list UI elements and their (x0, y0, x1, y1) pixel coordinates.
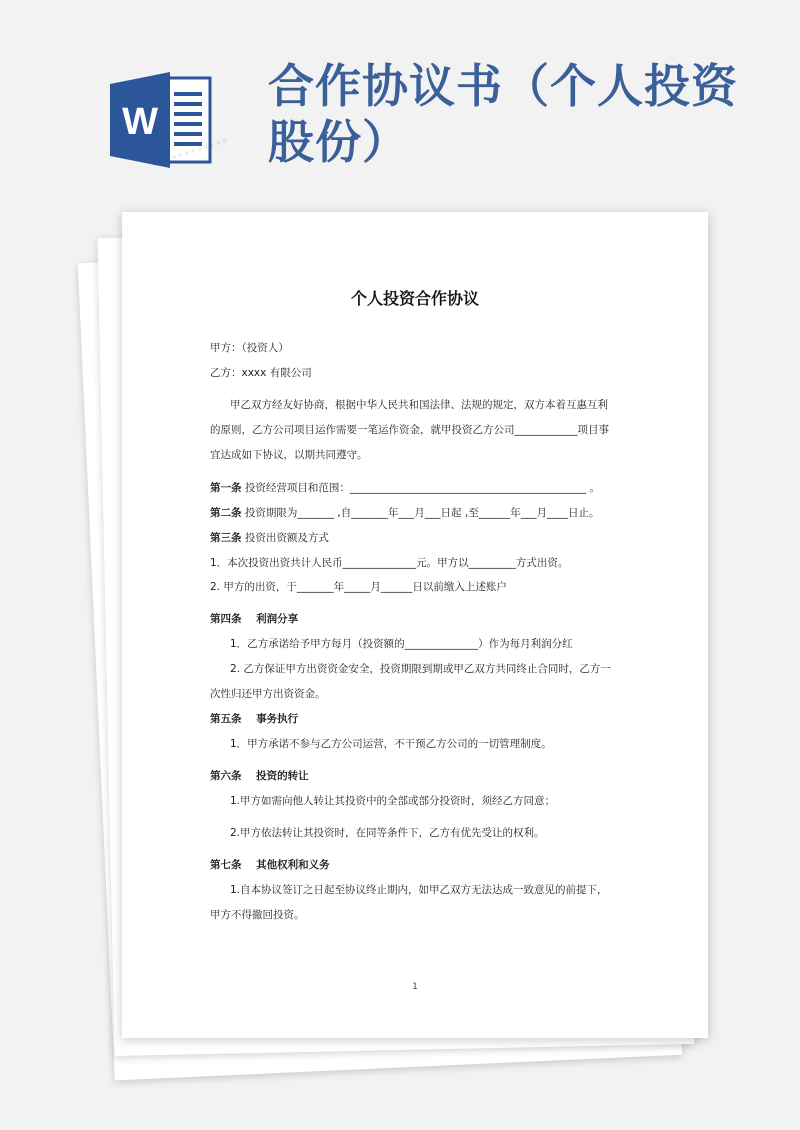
article-heading: 第三条 (210, 532, 242, 544)
article-4-item: 2. 乙方保证甲方出资资金安全，投资期限到期或甲乙双方共同终止合同时，乙方一 (230, 663, 611, 675)
article-title: 事务执行 (256, 713, 299, 725)
article-3-item: 2. 甲方的出资，于_______年_____月______日以前缴入上述账户 (210, 581, 507, 593)
article-5-item: 1．甲方承诺不参与乙方公司运营，不干预乙方公司的一切管理制度。 (230, 738, 552, 750)
article-heading: 第六条 (210, 770, 242, 782)
article-2 (210, 505, 599, 520)
article-heading: 第四条 (210, 613, 242, 625)
article-title: 投资的转让 (256, 770, 309, 782)
party-b: 乙方：xxxx 有限公司 (210, 367, 312, 379)
article-heading: 第一条 (210, 482, 242, 494)
article-4-continuation: 次性归还甲方出资资金。 (210, 688, 326, 700)
intro-line: 甲乙双方经友好协商，根据中华人民共和国法律、法规的规定，双方本着互惠互利 (230, 399, 608, 411)
article-1 (210, 480, 600, 495)
article-6-item: 2.甲方依法转让其投资时，在同等条件下，乙方有优先受让的权利。 (230, 827, 545, 839)
article-title: 利润分享 (256, 613, 299, 625)
document-page (122, 212, 708, 1038)
article-4-item: 1．乙方承诺给予甲方每月（投资额的______________）作为每月利润分红 (230, 638, 573, 650)
intro-line: 的原则，乙方公司项目运作需要一笔运作资金，就甲投资乙方公司____________项目事 (210, 424, 609, 436)
article-6-item: 1.甲方如需向他人转让其投资中的全部或部分投资时，须经乙方同意； (230, 795, 556, 807)
header-banner (0, 0, 800, 200)
article-7-continuation: 甲方不得撤回投资。 (210, 909, 305, 921)
article-6-heading (210, 768, 309, 783)
article-3-item: 1．本次投资出资共计人民币______________元。甲方以_________方式出资。 (210, 557, 569, 569)
document-title: 个人投资合作协议 (350, 289, 479, 308)
watermark: ⋯⋯⋯⋯ (148, 128, 232, 176)
party-a: 甲方：（投资人） (210, 342, 289, 354)
article-heading: 第五条 (210, 713, 242, 725)
article-4-heading (210, 611, 298, 626)
word-icon-letter: W (122, 101, 158, 143)
page-title: 合作协议书（个人投资股份） (268, 59, 738, 169)
page-number: 1 (412, 982, 418, 992)
article-text: 投资期限为_______ ,自_______年___月___日起 ,至______年___月____日止。 (244, 507, 600, 519)
intro-line: 宜达成如下协议，以期共同遵守。 (210, 449, 368, 461)
article-7-heading (210, 857, 330, 872)
article-3-heading (210, 530, 329, 545)
article-title: 投资出资额及方式 (244, 532, 329, 544)
article-title: 其他权利和义务 (256, 859, 330, 871)
article-text: 投资经营项目和范围：_____________________________________________ 。 (244, 482, 600, 494)
article-heading: 第七条 (210, 859, 242, 871)
article-7-item: 1.自本协议签订之日起至协议终止期内，如甲乙双方无法达成一致意见的前提下， (230, 884, 608, 896)
article-heading: 第二条 (210, 507, 242, 519)
article-5-heading (210, 711, 298, 726)
